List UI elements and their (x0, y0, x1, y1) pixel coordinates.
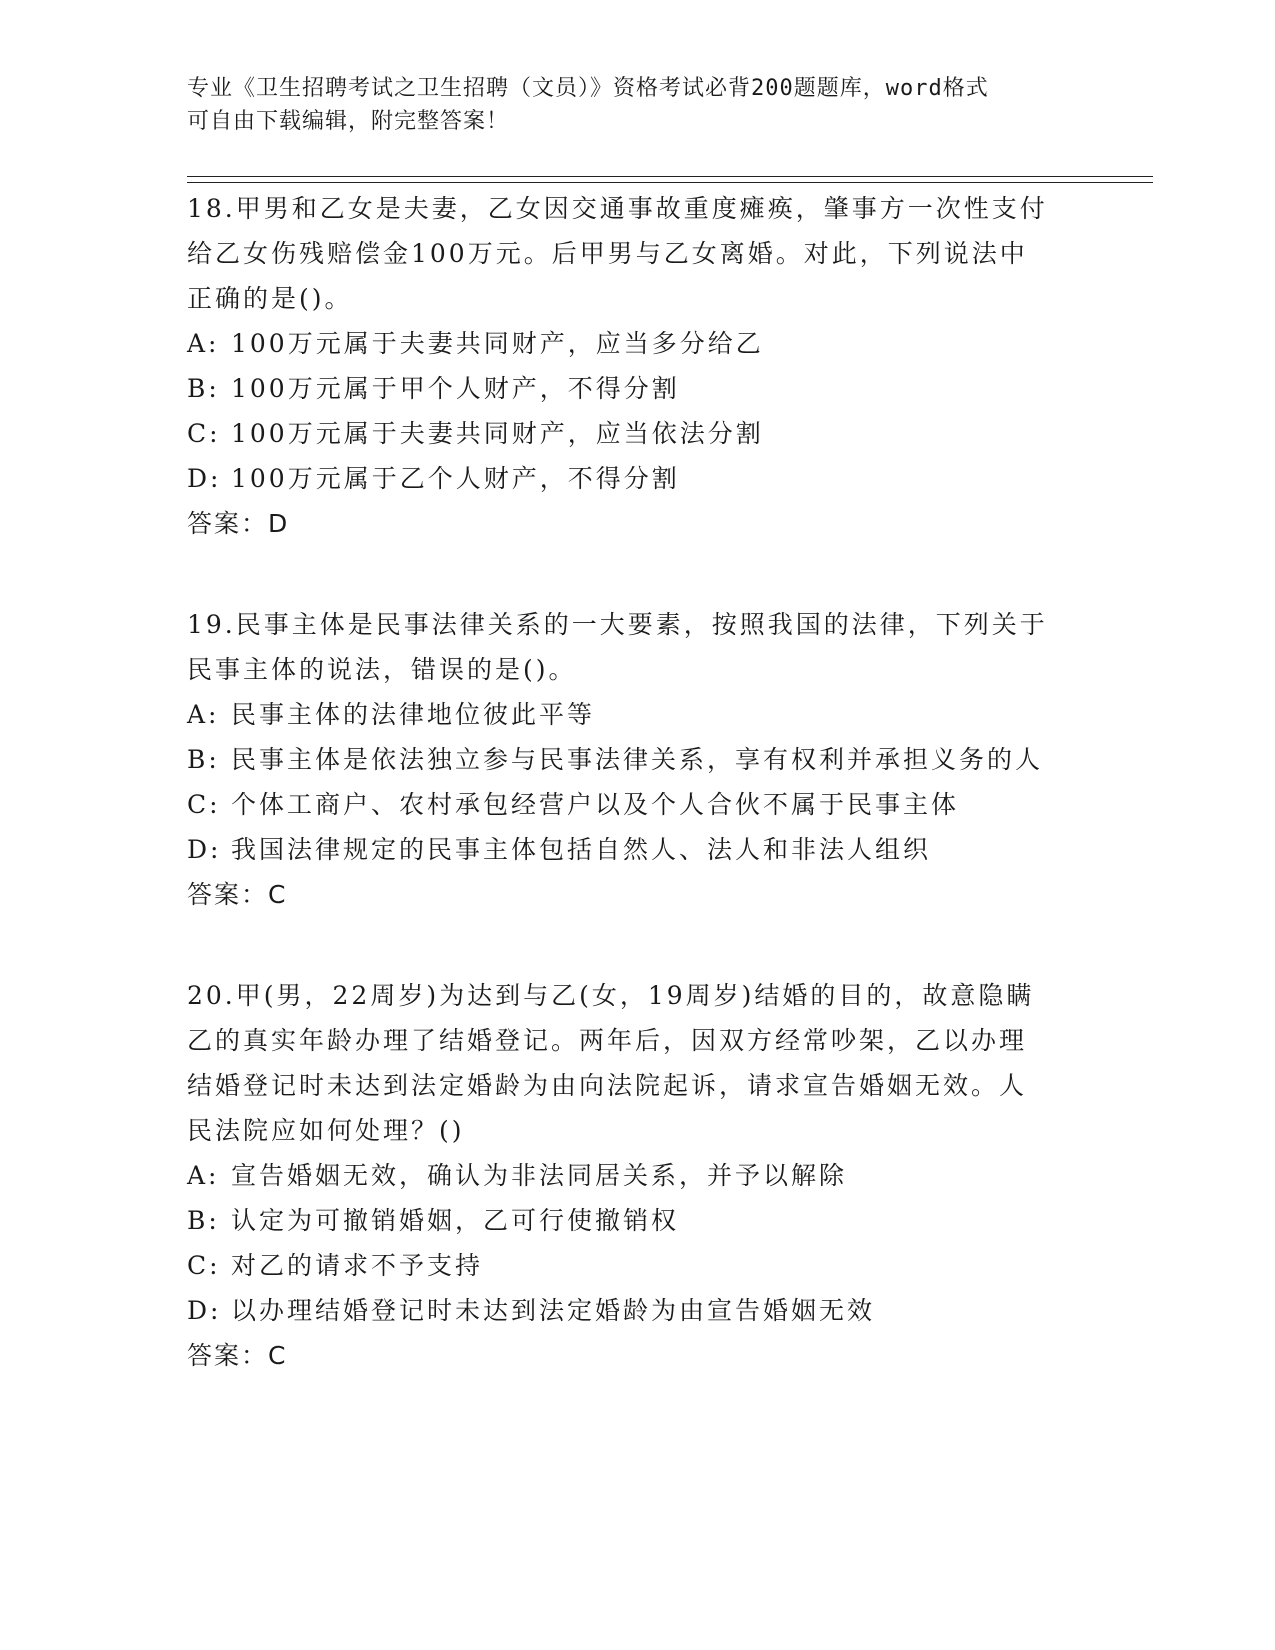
option-b (187, 366, 1087, 411)
option-text: 民事主体的法律地位彼此平等 (231, 700, 596, 729)
option-letter: A: (187, 700, 220, 729)
document-header (187, 72, 1067, 138)
option-text: 100万元属于夫妻共同财产，应当依法分割 (231, 419, 764, 448)
option-letter: D: (187, 1296, 222, 1325)
option-a (187, 1153, 1087, 1198)
option-c (187, 1243, 1087, 1288)
question-stem: 19.民事主体是民事法律关系的一大要素，按照我国的法律，下列关于 民事主体的说法，错误的是()。 (187, 610, 1048, 684)
option-c (187, 782, 1087, 827)
option-text: 民事主体是依法独立参与民事法律关系，享有权利并承担义务的人 (231, 745, 1044, 774)
option-letter: A: (187, 1161, 220, 1190)
header-line-2: 可自由下载编辑，附完整答案！ (187, 109, 510, 134)
option-text: 以办理结婚登记时未达到法定婚龄为由宣告婚姻无效 (231, 1296, 876, 1325)
option-text: 个体工商户、农村承包经营户以及个人合伙不属于民事主体 (231, 790, 960, 819)
option-text: 100万元属于甲个人财产，不得分割 (231, 374, 680, 403)
option-letter: D: (187, 835, 222, 864)
question-stem: 18.甲男和乙女是夫妻，乙女因交通事故重度瘫痪，肇事方一次性支付 给乙女伤残赔偿金100万元。后甲男与乙女离婚。对此，下列说法中 正确的是()。 (187, 194, 1048, 313)
option-letter: B: (187, 745, 220, 774)
header-line-1: 专业《卫生招聘考试之卫生招聘（文员）》资格考试必背200题题库，word格式 (187, 76, 989, 101)
answer-line: 答案：C (187, 880, 288, 909)
header-rule-top (187, 176, 1153, 177)
option-text: 100万元属于乙个人财产，不得分割 (231, 464, 680, 493)
question-stem: 20.甲(男，22周岁)为达到与乙(女，19周岁)结婚的目的，故意隐瞒 乙的真实年龄办理了结婚登记。两年后，因双方经常吵架，乙以办理 结婚登记时未达到法定婚龄为由向法院起诉，请求宣告婚姻无效。人 民法院应如何处理？() (187, 981, 1035, 1145)
option-letter: C: (187, 419, 221, 448)
option-letter: B: (187, 374, 220, 403)
answer-line: 答案：C (187, 1341, 288, 1370)
option-d (187, 456, 1087, 501)
question-20 (187, 973, 1087, 1378)
option-d (187, 827, 1087, 872)
question-18 (187, 186, 1087, 546)
option-letter: C: (187, 1251, 221, 1280)
option-text: 对乙的请求不予支持 (231, 1251, 484, 1280)
option-c (187, 411, 1087, 456)
option-text: 宣告婚姻无效，确认为非法同居关系，并予以解除 (231, 1161, 848, 1190)
option-letter: B: (187, 1206, 220, 1235)
option-d (187, 1288, 1087, 1333)
header-rule-bottom (187, 182, 1153, 183)
option-letter: C: (187, 790, 221, 819)
option-text: 我国法律规定的民事主体包括自然人、法人和非法人组织 (231, 835, 932, 864)
option-a (187, 321, 1087, 366)
answer-line: 答案：D (187, 509, 290, 538)
option-text: 100万元属于夫妻共同财产，应当多分给乙 (231, 329, 764, 358)
option-text: 认定为可撤销婚姻，乙可行使撤销权 (231, 1206, 680, 1235)
option-b (187, 1198, 1087, 1243)
option-letter: A: (187, 329, 220, 358)
option-letter: D: (187, 464, 222, 493)
option-b (187, 737, 1087, 782)
question-19 (187, 602, 1087, 917)
question-list (187, 186, 1087, 1434)
option-a (187, 692, 1087, 737)
